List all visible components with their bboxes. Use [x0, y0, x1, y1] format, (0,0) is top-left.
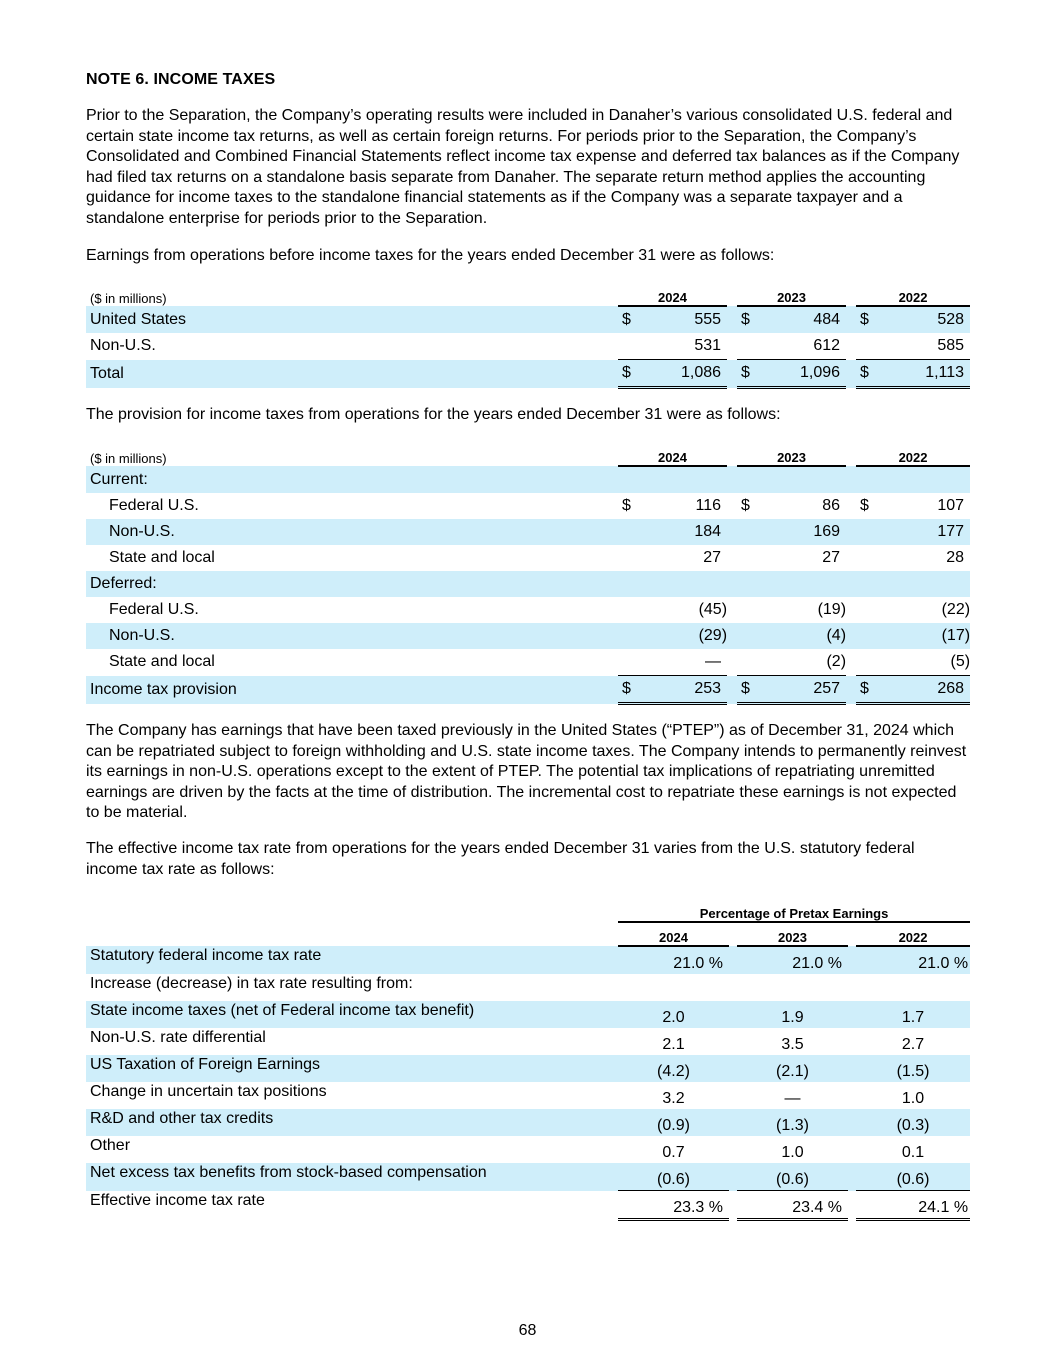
- cell-value: 27: [822, 549, 841, 566]
- group-header-row: [86, 902, 970, 922]
- row-label: Total: [86, 360, 618, 388]
- table-row: [86, 623, 970, 649]
- cell-value: (45): [698, 601, 728, 618]
- row-label: Increase (decrease) in tax rate resulting from:: [90, 975, 413, 992]
- paragraph-earnings-intro: Earnings from operations before income taxes for the years ended December 31 were as follows:: [86, 247, 775, 264]
- cell-value: 116: [695, 497, 722, 514]
- cell-value: 107: [937, 497, 965, 514]
- cell-value: 23.3 %: [618, 1191, 729, 1220]
- cell-value: 257: [759, 676, 846, 704]
- table-row: [86, 974, 970, 1001]
- row-label: Change in uncertain tax positions: [90, 1083, 327, 1100]
- cell-value: 253: [640, 676, 727, 704]
- row-label: Non-U.S.: [86, 519, 618, 545]
- dollar-sign: $: [856, 676, 878, 704]
- dollar-sign: $: [856, 306, 878, 333]
- row-label: Other: [90, 1137, 131, 1154]
- cell-value: 2.0: [618, 1001, 729, 1028]
- cell-value: 531: [694, 337, 722, 354]
- paragraph-ptep: The Company has earnings that have been taxed previously in the United States (“PTEP”) as of December 31, 2024 which can be repatriated subject to foreign withholding and U.S. state income taxes. The Company intends to permanently reinvest its earnings in non-U.S. operations except to the extent of PTEP. The potential tax implications of repatriating unremitted earnings are driven by the facts at the time of distribution. The incremental cost to repatriate these earnings is not expected to be material.: [86, 722, 967, 822]
- year-header: 2022: [856, 287, 970, 306]
- year-header: 2023: [737, 447, 846, 466]
- table-row: [86, 597, 970, 623]
- cell-value: 184: [640, 519, 727, 545]
- table-row: [86, 1001, 970, 1028]
- cell-value: 1.0: [781, 1144, 804, 1161]
- year-header: 2024: [618, 922, 729, 946]
- row-label: State and local: [109, 549, 215, 566]
- row-label: Non-U.S.: [90, 337, 156, 355]
- row-label: Non-U.S. rate differential: [90, 1029, 266, 1046]
- dollar-sign: $: [622, 497, 631, 514]
- table-row: [86, 946, 970, 974]
- note-title: NOTE 6. INCOME TAXES: [86, 71, 276, 88]
- cell-value: 1.0: [901, 1090, 925, 1107]
- table-row: [86, 649, 970, 676]
- paragraph-rate-intro: The effective income tax rate from operations for the years ended December 31 varies from the U.S. statutory federal income tax rate as follows:: [86, 840, 915, 878]
- table-row: [86, 1055, 970, 1082]
- cell-value: 169: [759, 519, 846, 545]
- cell-value: 28: [946, 549, 965, 566]
- units-label: ($ in millions): [90, 291, 167, 306]
- section-label-deferred: Deferred:: [86, 571, 618, 597]
- section-header-row: [86, 571, 970, 597]
- table-row: [86, 1028, 970, 1055]
- cell-value: (0.6): [856, 1163, 970, 1191]
- cell-value: 3.5: [781, 1036, 804, 1053]
- dollar-sign: $: [860, 497, 869, 514]
- table-row: [86, 493, 970, 519]
- dollar-sign: $: [737, 306, 759, 333]
- year-header: 2024: [618, 287, 727, 306]
- cell-value: 1.9: [737, 1001, 848, 1028]
- section-label-current: Current:: [86, 466, 618, 493]
- earnings-table: [86, 287, 970, 389]
- cell-value: 27: [703, 549, 722, 566]
- cell-value: 3.2: [662, 1090, 685, 1107]
- cell-value: 268: [878, 676, 970, 704]
- table-row: [86, 1109, 970, 1136]
- year-header: 2023: [737, 287, 846, 306]
- group-header: Percentage of Pretax Earnings: [618, 902, 970, 922]
- table-total-row: [86, 676, 970, 704]
- cell-value: (4): [759, 623, 846, 649]
- cell-value: (29): [640, 623, 727, 649]
- dollar-sign: $: [737, 676, 759, 704]
- row-label: Statutory federal income tax rate: [86, 946, 618, 974]
- provision-table: [86, 447, 970, 705]
- table-total-row: [86, 1191, 970, 1220]
- row-label: Federal U.S.: [109, 497, 199, 514]
- dollar-sign: $: [741, 497, 750, 514]
- paragraph-separation: Prior to the Separation, the Company’s operating results were included in Danaher’s various consolidated U.S. federal and certain state income tax returns, as well as certain foreign returns. For periods prior to the Separation, the Company’s Consolidated and Combined Financial Statements reflect income tax expense and deferred tax balances as if the Company had filed tax returns on a standalone basis separate from Danaher. The separate return method applies the accounting guidance for income taxes to the standalone financial statements as if the Company was a separate taxpayer and a standalone enterprise for periods prior to the Separation.: [86, 107, 960, 227]
- year-header: 2024: [618, 447, 727, 466]
- table-header: [86, 922, 970, 946]
- page-number: 68: [518, 1322, 537, 1339]
- cell-value: 1,113: [878, 360, 970, 388]
- units-label: ($ in millions): [90, 451, 167, 466]
- cell-value: 2.1: [662, 1036, 685, 1053]
- cell-value: (4.2): [618, 1055, 729, 1082]
- row-label: R&D and other tax credits: [86, 1109, 618, 1136]
- cell-value: —: [705, 653, 722, 670]
- year-header: 2023: [737, 922, 848, 946]
- cell-value: 585: [937, 337, 965, 354]
- cell-value: (0.3): [856, 1109, 970, 1136]
- year-header: 2022: [856, 922, 970, 946]
- row-label: Net excess tax benefits from stock-based compensation: [86, 1163, 618, 1191]
- table-header: [86, 447, 970, 466]
- row-label: Non-U.S.: [86, 623, 618, 649]
- year-header: 2022: [856, 447, 970, 466]
- table-total-row: [86, 360, 970, 388]
- cell-value: 1,086: [640, 360, 727, 388]
- dollar-sign: $: [618, 306, 640, 333]
- table-row: [86, 1163, 970, 1191]
- table-row: [86, 545, 970, 571]
- cell-value: 528: [878, 306, 970, 333]
- cell-value: 612: [813, 337, 841, 354]
- cell-value: (17): [878, 623, 970, 649]
- cell-value: 21.0 %: [737, 946, 848, 974]
- cell-value: (19): [817, 601, 847, 618]
- row-label: Effective income tax rate: [90, 1191, 265, 1209]
- cell-value: —: [784, 1090, 801, 1107]
- table-row: [86, 519, 970, 545]
- effective-rate-table: [86, 902, 970, 1221]
- table-header: [86, 287, 970, 306]
- dollar-sign: $: [618, 676, 640, 704]
- cell-value: (2.1): [737, 1055, 848, 1082]
- row-label: United States: [86, 306, 618, 333]
- cell-value: 1,096: [759, 360, 846, 388]
- dollar-sign: $: [737, 360, 759, 388]
- cell-value: (0.6): [618, 1163, 729, 1191]
- row-label: Federal U.S.: [109, 601, 199, 618]
- cell-value: 555: [640, 306, 727, 333]
- cell-value: (2): [826, 653, 847, 670]
- cell-value: (1.3): [737, 1109, 848, 1136]
- table-row: [86, 1082, 970, 1109]
- cell-value: 484: [759, 306, 846, 333]
- table-row: [86, 306, 970, 333]
- cell-value: 86: [822, 497, 841, 514]
- cell-value: (22): [941, 601, 971, 618]
- cell-value: 23.4 %: [737, 1191, 848, 1220]
- dollar-sign: $: [618, 360, 640, 388]
- row-label: State income taxes (net of Federal income tax benefit): [86, 1001, 618, 1028]
- cell-value: 2.7: [901, 1036, 925, 1053]
- cell-value: (0.6): [737, 1163, 848, 1191]
- section-header-row: [86, 466, 970, 493]
- row-label: State and local: [109, 653, 215, 671]
- row-label: Income tax provision: [86, 676, 618, 704]
- row-label: US Taxation of Foreign Earnings: [86, 1055, 618, 1082]
- table-row: [86, 1136, 970, 1163]
- paragraph-provision-intro: The provision for income taxes from operations for the years ended December 31 were as follows:: [86, 406, 781, 423]
- cell-value: 0.7: [662, 1144, 685, 1161]
- cell-value: 21.0 %: [856, 946, 970, 974]
- cell-value: 1.7: [856, 1001, 970, 1028]
- cell-value: (5): [950, 653, 971, 670]
- cell-value: 0.1: [901, 1144, 925, 1161]
- cell-value: (0.9): [618, 1109, 729, 1136]
- cell-value: (1.5): [856, 1055, 970, 1082]
- cell-value: 177: [878, 519, 970, 545]
- dollar-sign: $: [856, 360, 878, 388]
- cell-value: 24.1 %: [856, 1191, 970, 1220]
- table-row: [86, 333, 970, 360]
- cell-value: 21.0 %: [618, 946, 729, 974]
